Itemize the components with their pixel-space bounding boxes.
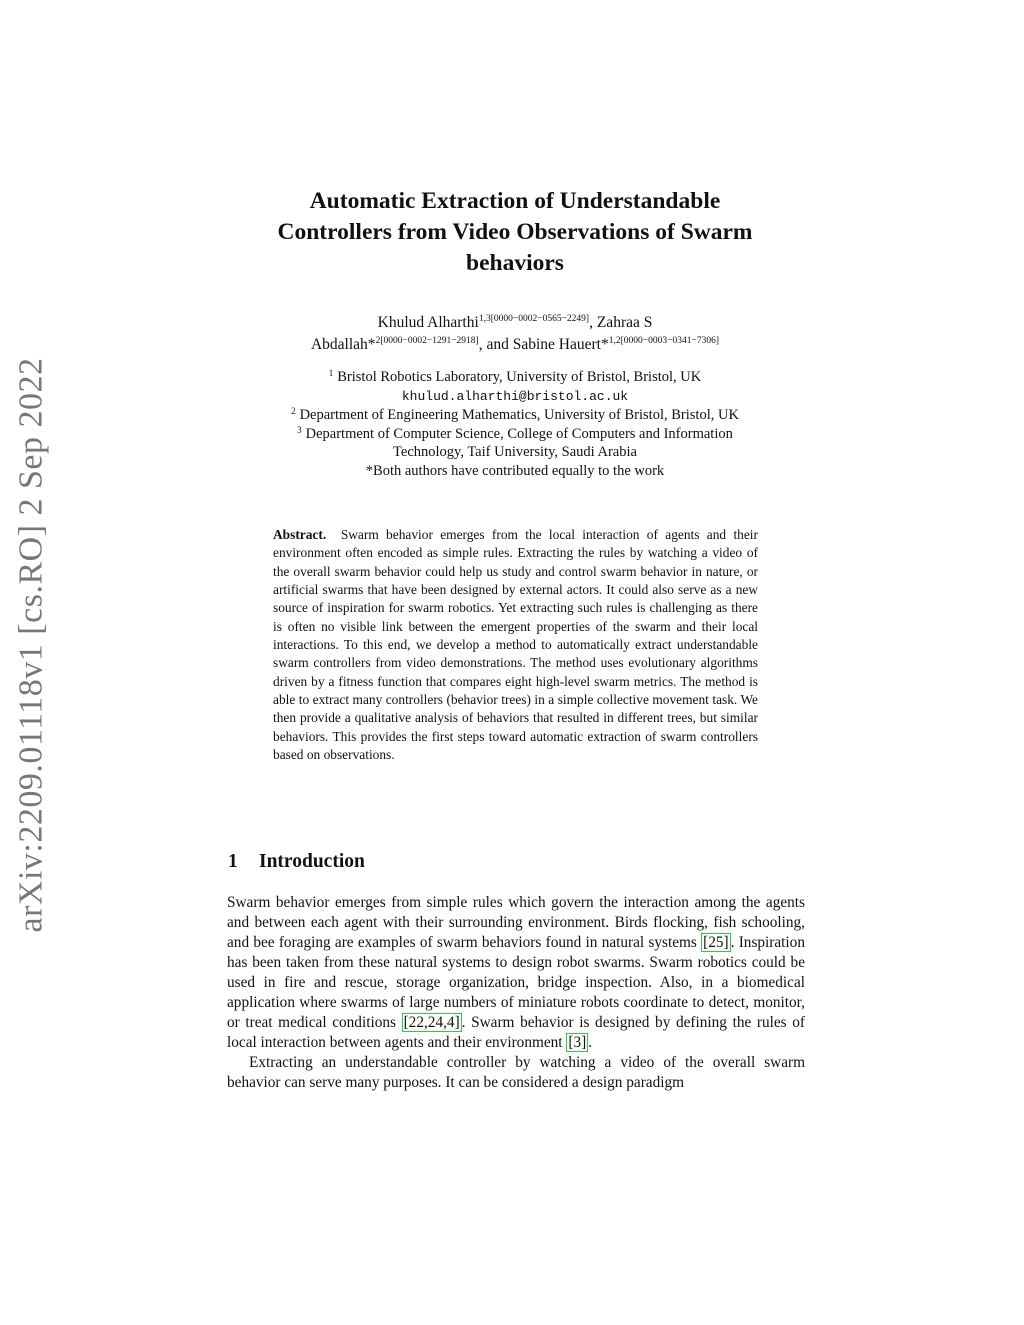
author-line-1 <box>215 312 815 334</box>
section-title: Introduction <box>259 851 365 872</box>
paragraph-text: . Inspiration has been taken from these natural systems to design robot swarms. Swarm robotics could be used in fire and rescue, storage organization, bridge inspection. Also, in a biomedical application where swarms of large numbers of miniature robots coordinate to detect, monitor, or treat medical conditions <box>227 934 805 1031</box>
paragraph: Extracting an understandable controller by watching a video of the overall swarm behavior can serve many purposes. It can be considered a design paradigm <box>227 1054 805 1091</box>
paragraph-text: . <box>588 1034 593 1051</box>
affiliation-number: 1 <box>328 368 334 378</box>
paper-title <box>200 186 830 279</box>
author-superscript: 2[0000−0002−1291−2918] <box>375 336 479 346</box>
affiliation-text: Department of Engineering Mathematics, University of Bristol, Bristol, UK <box>299 407 739 423</box>
introduction-body <box>227 893 805 1093</box>
arxiv-side-identifier <box>10 357 54 933</box>
affiliation-number: 3 <box>297 424 302 435</box>
citation-link[interactable]: [25] <box>703 934 729 951</box>
author-email <box>215 387 815 407</box>
affiliation-text: Bristol Robotics Laboratory, University of Bristol, Bristol, UK <box>337 369 702 385</box>
affiliation-1 <box>215 368 815 387</box>
arxiv-id-text: arXiv:2209.01118v1 [cs.RO] 2 Sep 2022 <box>13 357 51 933</box>
paragraph <box>227 893 805 1053</box>
author-superscript: 1,2[0000−0003−0341−7306] <box>608 336 719 346</box>
affiliation-3 <box>215 425 815 444</box>
author-superscript: 1,3[0000−0002−0565−2249] <box>478 314 590 324</box>
title-line: Automatic Extraction of Understandable <box>309 188 721 214</box>
equal-contribution-note: *Both authors have contributed equally to the work <box>365 462 665 479</box>
author-name: Khulud Alharthi <box>377 314 479 331</box>
email-text: khulud.alharthi@bristol.ac.uk <box>401 388 629 404</box>
section-number: 1 <box>228 851 238 872</box>
title-line: Controllers from Video Observations of Swarm <box>277 219 753 245</box>
affiliation-number: 2 <box>291 406 296 416</box>
section-heading <box>228 851 365 873</box>
affiliation-text: Department of Computer Science, College of Computers and Information <box>305 425 733 442</box>
affiliation-2 <box>215 406 815 425</box>
author-name: Abdallah* <box>310 336 376 353</box>
abstract-label: Abstract. <box>273 527 327 542</box>
author-name: , and Sabine Hauert* <box>478 336 609 353</box>
citation-link[interactable]: [22,24,4] <box>403 1014 460 1031</box>
title-line: behaviors <box>466 250 564 276</box>
author-name: , Zahraa S <box>589 314 653 331</box>
abstract-text: Swarm behavior emerges from the local interaction of agents and their environment often encoded as simple rules. Extracting the rules by watching a video of the overall swarm behavior could help us study and control swarm behavior in nature, or artificial swarms that have been designed by external actors. It could also serve as a new source of inspiration for swarm robotics. Yet extracting such rules is challenging as there is often no visible link between the emergent properties of the swarm and their local interactions. To this end, we develop a method to automatically extract understandable swarm controllers from video demonstrations. The method uses evolutionary algorithms driven by a fitness function that compares eight high-level swarm metrics. The method is able to extract many controllers (behavior trees) in a simple collective movement task. We then provide a qualitative analysis of behaviors that resulted in different trees, but similar behaviors. This provides the first steps toward automatic extraction of swarm controllers based on observations. <box>273 527 758 762</box>
citation-link[interactable]: [3] <box>568 1034 587 1051</box>
affiliation-3-continued: Technology, Taif University, Saudi Arabia <box>393 444 637 460</box>
paragraph-text: Swarm behavior emerges from simple rules which govern the interaction among the agents and between each agent with their surrounding environment. Birds flocking, fish schooling, and bee foraging are examples of swarm behaviors found in natural systems <box>227 894 805 951</box>
author-line-2 <box>215 334 815 356</box>
author-list <box>215 312 815 356</box>
paragraph-text: . Swarm behavior is designed by defining the rules of local interaction between agents and their environment <box>227 1014 805 1051</box>
affiliations <box>215 368 815 480</box>
abstract <box>273 526 758 764</box>
